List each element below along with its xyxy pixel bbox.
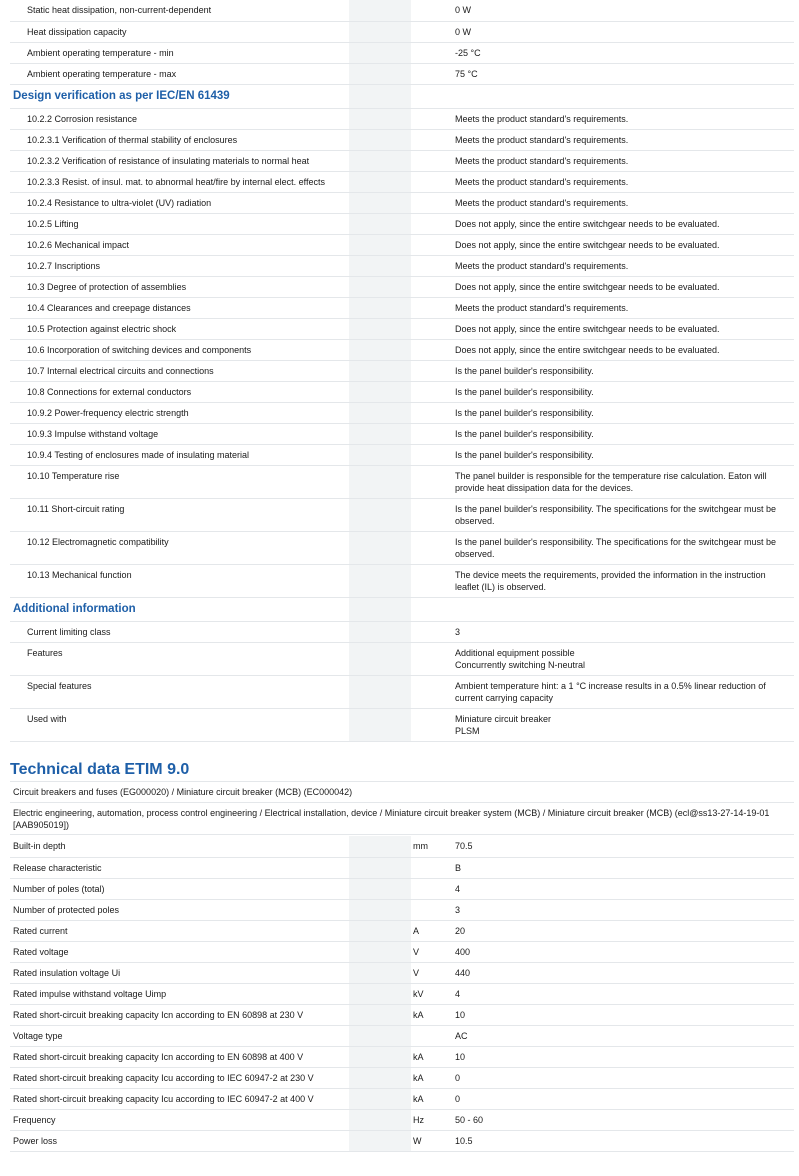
row-value: 75 °C <box>453 63 794 84</box>
row-value: 0 W <box>453 0 794 21</box>
row-value: Does not apply, since the entire switchgear needs to be evaluated. <box>453 339 794 360</box>
etim-table <box>10 836 794 1152</box>
row-unit: kA <box>411 1046 453 1067</box>
row-value: 70.5 <box>453 836 794 857</box>
table-row <box>10 498 794 531</box>
row-unit <box>411 899 453 920</box>
row-label: 10.4 Clearances and creepage distances <box>10 297 349 318</box>
row-label: 10.11 Short-circuit rating <box>10 498 349 531</box>
row-label: Power loss <box>10 1130 349 1151</box>
row-value: 10 <box>453 1004 794 1025</box>
table-row <box>10 318 794 339</box>
table-row <box>10 360 794 381</box>
row-label: 10.2.5 Lifting <box>10 213 349 234</box>
row-value: 0 <box>453 1067 794 1088</box>
etim-classification-path: Electric engineering, automation, process control engineering / Electrical installation, device / Miniature circuit breaker system (MCB) / Miniature circuit breaker (MCB) (ecl@ss13-27-14-19-01 [AAB905019]) <box>10 803 794 835</box>
row-label: Frequency <box>10 1109 349 1130</box>
row-unit: kA <box>411 1004 453 1025</box>
row-value: 10.5 <box>453 1130 794 1151</box>
row-label: 10.2.7 Inscriptions <box>10 255 349 276</box>
row-value: Meets the product standard's requirements. <box>453 129 794 150</box>
table-row <box>10 192 794 213</box>
etim-classification: Circuit breakers and fuses (EG000020) / Miniature circuit breaker (MCB) (EC000042) <box>10 782 794 803</box>
row-value: Is the panel builder's responsibility. <box>453 423 794 444</box>
row-value <box>453 708 794 741</box>
row-label: 10.9.3 Impulse withstand voltage <box>10 423 349 444</box>
row-label: Current limiting class <box>10 621 349 642</box>
row-label: Static heat dissipation, non-current-dependent <box>10 0 349 21</box>
row-value: Meets the product standard's requirements. <box>453 150 794 171</box>
row-value: The device meets the requirements, provided the information in the instruction leaflet (IL) is observed. <box>453 564 794 597</box>
row-label: Rated short-circuit breaking capacity Icu according to IEC 60947-2 at 230 V <box>10 1067 349 1088</box>
row-value: Does not apply, since the entire switchgear needs to be evaluated. <box>453 318 794 339</box>
row-value: 3 <box>453 899 794 920</box>
row-label: 10.2.3.1 Verification of thermal stability of enclosures <box>10 129 349 150</box>
row-value: 0 <box>453 1088 794 1109</box>
etim-section-title: Technical data ETIM 9.0 <box>10 759 794 782</box>
table-row <box>10 423 794 444</box>
section-title: Design verification as per IEC/EN 61439 <box>10 84 349 108</box>
row-value: Is the panel builder's responsibility. The specifications for the switchgear must be observed. <box>453 531 794 564</box>
row-value: AC <box>453 1025 794 1046</box>
row-label: 10.7 Internal electrical circuits and connections <box>10 360 349 381</box>
row-value: Meets the product standard's requirements. <box>453 192 794 213</box>
row-unit: Hz <box>411 1109 453 1130</box>
row-label: Rated short-circuit breaking capacity Icn according to EN 60898 at 400 V <box>10 1046 349 1067</box>
table-row <box>10 675 794 708</box>
row-unit <box>411 857 453 878</box>
row-value: 3 <box>453 621 794 642</box>
value-line: PLSM <box>455 725 480 736</box>
table-row <box>10 1088 794 1109</box>
table-row <box>10 255 794 276</box>
row-label: 10.2.2 Corrosion resistance <box>10 108 349 129</box>
row-label: Number of protected poles <box>10 899 349 920</box>
table-row <box>10 63 794 84</box>
table-row <box>10 129 794 150</box>
row-label: Used with <box>10 708 349 741</box>
row-label: Ambient operating temperature - max <box>10 63 349 84</box>
row-label: 10.13 Mechanical function <box>10 564 349 597</box>
table-row <box>10 444 794 465</box>
table-row <box>10 708 794 741</box>
row-label: Rated short-circuit breaking capacity Icn according to EN 60898 at 230 V <box>10 1004 349 1025</box>
table-row <box>10 42 794 63</box>
section-header-design-verification <box>10 84 794 108</box>
row-label: 10.8 Connections for external conductors <box>10 381 349 402</box>
table-row <box>10 642 794 675</box>
table-row <box>10 1025 794 1046</box>
table-row <box>10 234 794 255</box>
table-row <box>10 920 794 941</box>
row-label: Rated impulse withstand voltage Uimp <box>10 983 349 1004</box>
row-label: 10.12 Electromagnetic compatibility <box>10 531 349 564</box>
row-value: Does not apply, since the entire switchgear needs to be evaluated. <box>453 276 794 297</box>
table-row <box>10 836 794 857</box>
table-row <box>10 108 794 129</box>
row-label: Rated current <box>10 920 349 941</box>
table-row <box>10 1109 794 1130</box>
row-label: Heat dissipation capacity <box>10 21 349 42</box>
row-value: 400 <box>453 941 794 962</box>
row-label: 10.10 Temperature rise <box>10 465 349 498</box>
row-unit: kA <box>411 1088 453 1109</box>
row-value: Is the panel builder's responsibility. The specifications for the switchgear must be observed. <box>453 498 794 531</box>
row-label: Rated short-circuit breaking capacity Icu according to IEC 60947-2 at 400 V <box>10 1088 349 1109</box>
row-label: Ambient operating temperature - min <box>10 42 349 63</box>
row-label: Built-in depth <box>10 836 349 857</box>
section-header-additional-information <box>10 597 794 621</box>
row-label: 10.2.4 Resistance to ultra-violet (UV) radiation <box>10 192 349 213</box>
row-unit <box>411 1025 453 1046</box>
row-unit: kA <box>411 1067 453 1088</box>
row-label: Rated insulation voltage Ui <box>10 962 349 983</box>
value-line: Miniature circuit breaker <box>455 713 552 724</box>
row-value: 10 <box>453 1046 794 1067</box>
row-unit: W <box>411 1130 453 1151</box>
row-value: Does not apply, since the entire switchgear needs to be evaluated. <box>453 234 794 255</box>
row-value: Is the panel builder's responsibility. <box>453 402 794 423</box>
table-row <box>10 1004 794 1025</box>
row-label: 10.2.3.2 Verification of resistance of insulating materials to normal heat <box>10 150 349 171</box>
row-unit: kV <box>411 983 453 1004</box>
row-unit: V <box>411 941 453 962</box>
row-label: 10.6 Incorporation of switching devices and components <box>10 339 349 360</box>
row-label: 10.9.2 Power-frequency electric strength <box>10 402 349 423</box>
table-row <box>10 1130 794 1151</box>
table-row <box>10 941 794 962</box>
table-row <box>10 621 794 642</box>
row-label: Voltage type <box>10 1025 349 1046</box>
table-row <box>10 983 794 1004</box>
row-value: 0 W <box>453 21 794 42</box>
table-row <box>10 899 794 920</box>
technical-data-table <box>10 0 794 742</box>
row-label: 10.9.4 Testing of enclosures made of insulating material <box>10 444 349 465</box>
row-value: 50 - 60 <box>453 1109 794 1130</box>
row-label: Features <box>10 642 349 675</box>
row-label: Special features <box>10 675 349 708</box>
value-line: Additional equipment possible <box>455 647 575 658</box>
row-unit: mm <box>411 836 453 857</box>
row-value: Is the panel builder's responsibility. <box>453 444 794 465</box>
row-value: Is the panel builder's responsibility. <box>453 381 794 402</box>
row-unit: V <box>411 962 453 983</box>
row-label: Rated voltage <box>10 941 349 962</box>
row-value: Ambient temperature hint: a 1 °C increase results in a 0.5% linear reduction of current carrying capacity <box>453 675 794 708</box>
table-row <box>10 150 794 171</box>
table-row <box>10 21 794 42</box>
table-row <box>10 878 794 899</box>
table-row <box>10 465 794 498</box>
table-row <box>10 402 794 423</box>
row-value: Meets the product standard's requirements. <box>453 171 794 192</box>
row-value: Does not apply, since the entire switchgear needs to be evaluated. <box>453 213 794 234</box>
table-row <box>10 276 794 297</box>
table-row <box>10 213 794 234</box>
table-row <box>10 1046 794 1067</box>
row-value: 20 <box>453 920 794 941</box>
value-line: Concurrently switching N-neutral <box>455 659 586 670</box>
row-value: -25 °C <box>453 42 794 63</box>
row-unit <box>411 878 453 899</box>
row-value: 4 <box>453 983 794 1004</box>
row-label: Number of poles (total) <box>10 878 349 899</box>
row-label: 10.2.6 Mechanical impact <box>10 234 349 255</box>
table-row <box>10 0 794 21</box>
table-row <box>10 564 794 597</box>
row-value: Is the panel builder's responsibility. <box>453 360 794 381</box>
section-title: Additional information <box>10 597 349 621</box>
row-value: The panel builder is responsible for the temperature rise calculation. Eaton will provide heat dissipation data for the devices. <box>453 465 794 498</box>
row-value: B <box>453 857 794 878</box>
table-row <box>10 171 794 192</box>
table-row <box>10 381 794 402</box>
row-value: 440 <box>453 962 794 983</box>
row-unit: A <box>411 920 453 941</box>
row-value: Meets the product standard's requirements. <box>453 297 794 318</box>
row-label: 10.2.3.3 Resist. of insul. mat. to abnormal heat/fire by internal elect. effects <box>10 171 349 192</box>
table-row <box>10 857 794 878</box>
table-row <box>10 339 794 360</box>
row-value: Meets the product standard's requirements. <box>453 108 794 129</box>
row-label: 10.3 Degree of protection of assemblies <box>10 276 349 297</box>
row-value <box>453 642 794 675</box>
row-value: Meets the product standard's requirements. <box>453 255 794 276</box>
table-row <box>10 1067 794 1088</box>
row-label: 10.5 Protection against electric shock <box>10 318 349 339</box>
row-value: 4 <box>453 878 794 899</box>
table-row <box>10 297 794 318</box>
table-row <box>10 531 794 564</box>
row-label: Release characteristic <box>10 857 349 878</box>
table-row <box>10 962 794 983</box>
